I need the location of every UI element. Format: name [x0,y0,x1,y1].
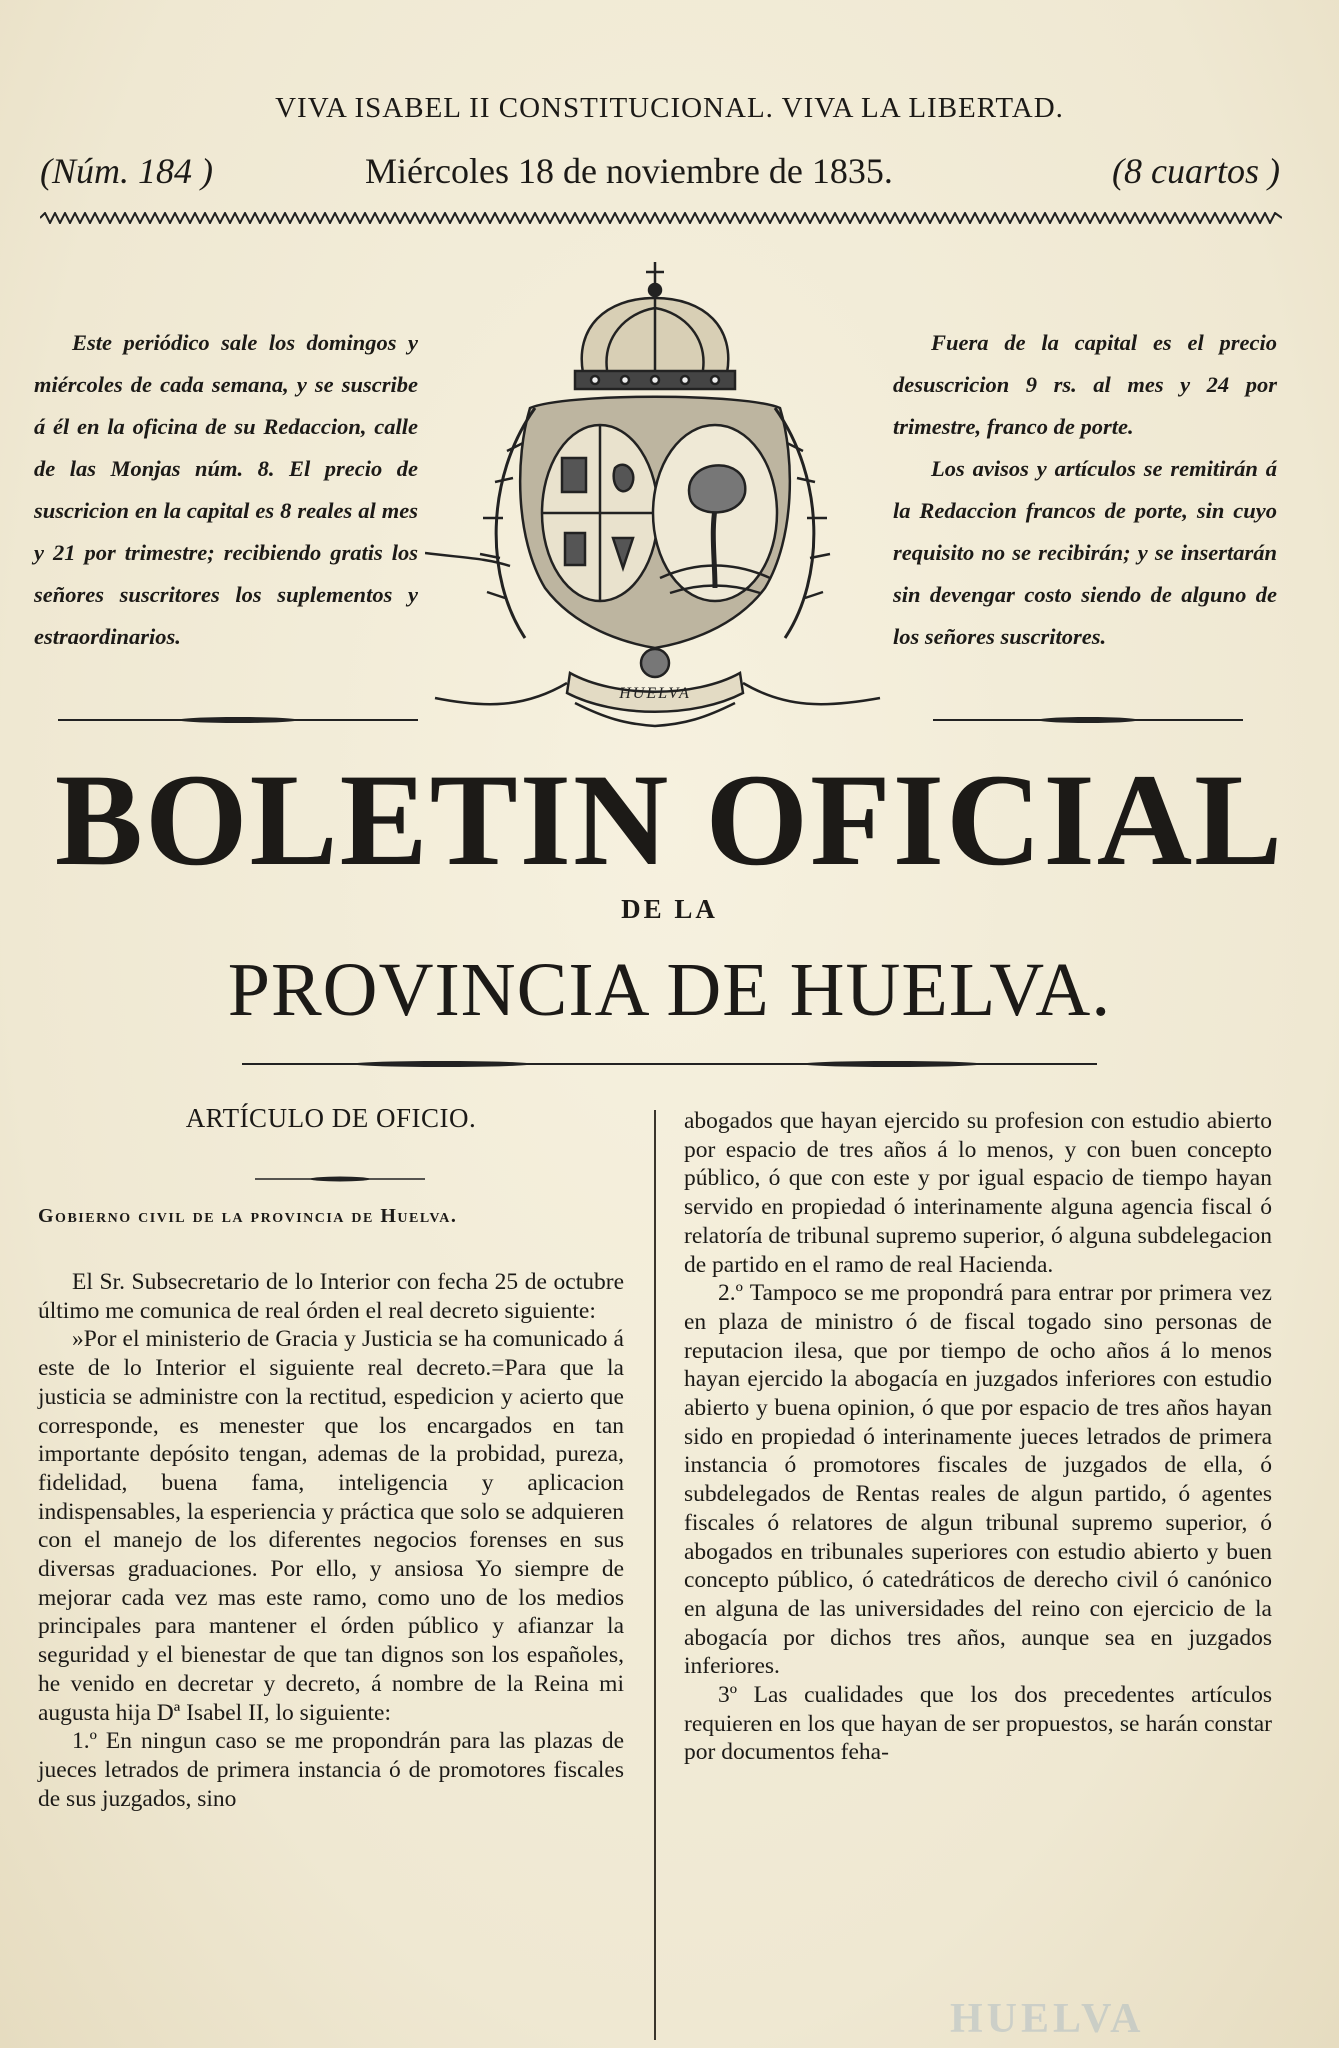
paragraph: 3º Las cualidades que los dos precedentes artículos requieren en los que hayan de ser propuestos, se harán constar por documentos feha- [684,1682,1272,1766]
issue-date: Miércoles 18 de noviembre de 1835. [365,151,893,191]
ornament-rule-right [933,716,1243,724]
paragraph: »Por el ministerio de Gracia y Justicia se ha comunicado á este de lo Interior el siguiente real decreto.=Para que la justicia se administre con la rectitud, espedicion y acierto que corresponde, es menester que los encargados en tan importante depósito tengan, ademas de la probidad, pureza, fidelidad, buena fama, inteligencia y aplicacion indispensables, la esperiencia y práctica que solo se adquieren con el manejo de los diferentes negocios forenses en sus diversas graduaciones. Por ello, y ansiosa Yo siempre de mejorar cada vez mas este ramo, como uno de los medios principales para mantener el órden público y afianzar la seguridad y el bienestar de que tan dignos son los españoles, he venido en decretar y decreto, á nombre de la Reina mi augusta hija Dª Isabel II, lo siguiente: [38,1326,624,1726]
issue-line [40,150,1280,194]
notice-right-text-1: Fuera de la capital es el precio desuscricion 9 rs. al mes y 24 por trimestre, franco de porte. [893,330,1277,439]
article-column-left [38,1268,624,1813]
motto: VIVA ISABEL II CONSTITUCIONAL. VIVA LA LIBERTAD. [275,92,1064,124]
article-heading: ARTÍCULO DE OFICIO. [185,1103,477,1133]
paragraph: 1.º En ningun caso se me propondrán para las plazas de jueces letrados de primera instancia ó de promotores fiscales de sus juzgados, sino [38,1728,624,1812]
notice-left-text: Este periódico sale los domingos y miércoles de cada semana, y se suscribe á él en la oficina de su Redaccion, calle de las Monjas núm. 8. El precio de suscricion en la capital es 8 reales al mes y 21 por trimestre; recibiendo gratis los señores suscritores los suplementos y estraordinarios. [34,330,418,649]
masthead-de-la: DE LA [621,894,718,924]
article-column-right [684,1107,1272,1767]
masthead-title: BOLETIN OFICIAL [54,746,1285,893]
subscription-notice-right [893,322,1277,658]
crest-ribbon-text: HUELVA [619,685,691,702]
ornament-rule-left [58,716,418,724]
paragraph: El Sr. Subsecretario de lo Interior con fecha 25 de octubre último me comunica de real órden el real decreto siguiente: [38,1269,624,1324]
masthead-rule [242,1060,1097,1068]
article-heading-rule [255,1176,425,1182]
notice-right-text-2: Los avisos y artículos se remitirán á la Redaccion francos de porte, sin cuyo requisito no se recibirán; y se insertarán sin devengar costo siendo de alguno de los señores suscritores. [893,456,1277,649]
paragraph: abogados que hayan ejercido su profesion con estudio abierto por espacio de tres años á lo menos, y con buen concepto público, ó que con este y por igual espacio de tiempo hayan servido en propiedad ó interinamente alguna agencia fiscal ó relatoría de tribunal supremo superior, ó alguna subdelegacion de partido en el ramo de real Hacienda. [684,1108,1272,1278]
zigzag-rule [40,212,1282,224]
office-heading: Gobierno civil de la provincia de Huelva. [38,1205,458,1227]
subscription-notice-left [34,322,418,658]
coat-of-arms-icon [425,258,885,728]
issue-price: (8 cuartos ) [1112,151,1280,191]
watermark: HUELVA [950,1996,1145,2042]
issue-number: (Núm. 184 ) [40,151,213,191]
masthead-province: PROVINCIA DE HUELVA. [227,948,1112,1032]
column-divider [654,1110,656,2040]
paragraph: 2.º Tampoco se me propondrá para entrar por primera vez en plaza de ministro ó de fiscal togado sino personas de reputacion ilesa, que por tiempo de ocho años á lo menos hayan ejercido la abogacía en juzgados inferiores con estudio abierto y buena opinion, ó que por espacio de tres años hayan sido en propiedad ó interinamente jueces letrados de primera instancia ó promotores fiscales de juzgados de ella, ó subdelegados de Rentas reales de algun partido, ó agentes fiscales ó relatores de algun tribunal supremo superior, ó abogados en tribunales superiores con estudio abierto y buen concepto público, ó catedráticos de derecho civil ó canónico en alguna de las universidades del reino con ejercicio de la abogacía por dichos tres años, aunque sea en juzgados inferiores. [684,1280,1272,1680]
